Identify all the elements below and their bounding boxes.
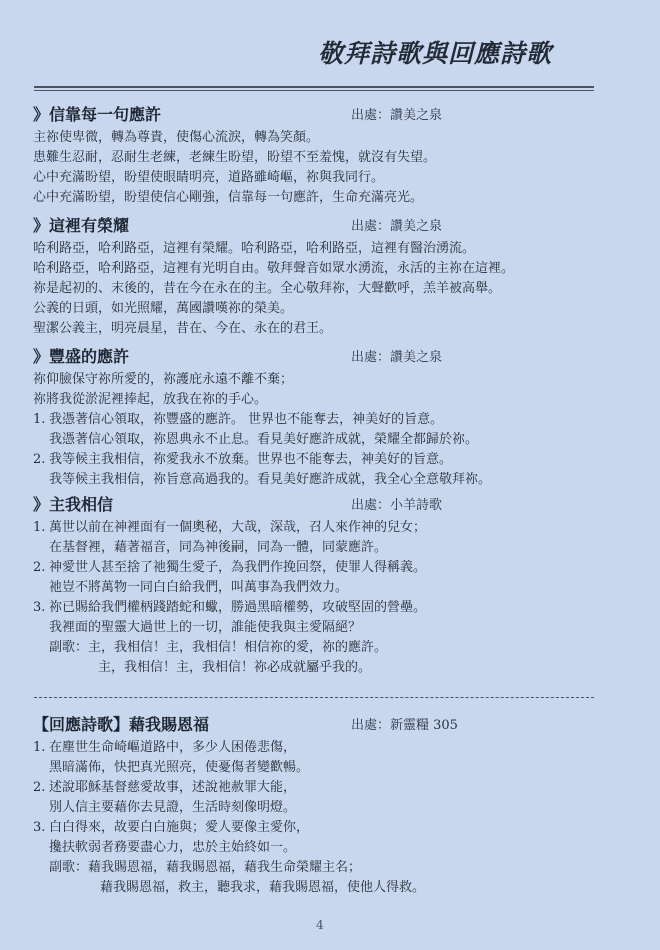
- lyric-text: 述說耶穌基督慈愛故事，述說祂赦罪大能，: [49, 780, 297, 795]
- verse-number: 2.: [33, 780, 46, 795]
- song-title: 》信靠每一句應許: [33, 105, 162, 124]
- song-source: 出處：讚美之泉: [351, 350, 443, 365]
- header-rule-thin: [34, 90, 594, 91]
- song-section-1: [33, 102, 603, 208]
- verse-number: 1.: [33, 412, 46, 427]
- lyric-line: 心中充滿盼望，盼望使信心剛強，信靠每一句應許，生命充滿亮光。: [33, 190, 424, 205]
- chorus-line: 主，我相信！主，我相信！祢必成就屬乎我的。: [98, 660, 372, 675]
- song-title: 【回應詩歌】藉我賜恩福: [33, 715, 210, 734]
- verse-line: [33, 818, 603, 838]
- verse-number: 1.: [33, 520, 46, 535]
- song-source: 出處：讚美之泉: [351, 108, 443, 123]
- verse-number: 2.: [33, 560, 46, 575]
- lyric-line: 祢仰臉保守祢所愛的，祢護庇永遠不離不棄；: [33, 372, 294, 387]
- verse-number: 1.: [33, 740, 46, 755]
- lyric-line: 祢是起初的、末後的，昔在今在永在的主。全心敬拜祢，大聲歡呼，羔羊被高舉。: [33, 281, 502, 296]
- song-section-2: [33, 213, 603, 339]
- verse-number: 3.: [33, 600, 46, 615]
- header-rule: [34, 86, 594, 88]
- lyric-line: 黑暗滿佈，快把真光照亮，使憂傷者變歡暢。: [49, 760, 310, 775]
- lyric-line: 聖潔公義主，明亮晨星，昔在、今在、永在的君王。: [33, 321, 333, 336]
- verse-line: [33, 738, 603, 758]
- section-divider: [34, 697, 594, 698]
- lyric-text: 我等候主我相信，祢愛我永不放棄。世界也不能奪去，神美好的旨意。: [49, 452, 453, 467]
- lyric-line: 哈利路亞，哈利路亞，這裡有光明自由。敬拜聲音如眾水湧流，永活的主祢在這裡。: [33, 261, 515, 276]
- verse-line: [33, 410, 603, 430]
- page-number: 4: [316, 918, 324, 932]
- verse-line: [33, 778, 603, 798]
- lyric-text: 祢已賜給我們權柄踐踏蛇和蠍，勝過黑暗權勢，攻破堅固的營壘。: [49, 600, 427, 615]
- song-source: 出處：新靈糧 305: [351, 718, 458, 733]
- lyric-text: 在塵世生命崎嶇道路中，多少人困倦悲傷，: [49, 740, 297, 755]
- lyric-line: 祂豈不將萬物一同白白給我們，叫萬事為我們效力。: [49, 580, 349, 595]
- lyric-line: 在基督裡，藉著福音，同為神後嗣，同為一體，同蒙應許。: [49, 540, 388, 555]
- verse-line: [33, 450, 603, 470]
- song-section-3: [33, 344, 603, 490]
- song-source: 出處：小羊詩歌: [351, 498, 443, 513]
- song-title: 》主我相信: [33, 495, 114, 514]
- lyric-text: 白白得來，故要白白施與；愛人要像主愛你，: [49, 820, 310, 835]
- song-section-4: [33, 492, 603, 678]
- lyric-line: 別人信主要藉你去見證，生活時刻像明燈。: [49, 800, 297, 815]
- song-title: 》這裡有榮耀: [33, 216, 130, 235]
- chorus-line: 副歌：藉我賜恩福，藉我賜恩福，藉我生命榮耀主名；: [49, 860, 362, 875]
- song-source: 出處：讚美之泉: [351, 219, 443, 234]
- verse-line: [33, 518, 603, 538]
- lyric-text: 我憑著信心領取，祢豐盛的應許。 世界也不能奪去，神美好的旨意。: [49, 412, 444, 427]
- song-title: 》豐盛的應許: [33, 347, 130, 366]
- lyric-line: 公義的日頭，如光照耀，萬國讚嘆祢的榮美。: [33, 301, 294, 316]
- lyric-line: 祢將我從淤泥裡捧起，放我在祢的手心。: [33, 392, 268, 407]
- lyric-line: 我等候主我相信，祢旨意高過我的。看見美好應許成就，我全心全意敬拜祢。: [49, 472, 492, 487]
- page-title: 敬拜詩歌與回應詩歌: [318, 39, 553, 68]
- verse-line: [33, 558, 603, 578]
- lyric-line: 我憑著信心領取，祢恩典永不止息。看見美好應許成就，榮耀全都歸於祢。: [49, 432, 479, 447]
- song-section-5: [33, 712, 603, 898]
- verse-number: 2.: [33, 452, 46, 467]
- lyric-line: 患難生忍耐，忍耐生老練，老練生盼望，盼望不至羞愧，就沒有失望。: [33, 150, 437, 165]
- lyric-line: 攙扶軟弱者務要盡心力，忠於主始終如一。: [49, 840, 297, 855]
- lyric-line: 心中充滿盼望，盼望使眼睛明亮，道路雖崎嶇，祢與我同行。: [33, 170, 385, 185]
- lyric-line: 哈利路亞，哈利路亞，這裡有榮耀。哈利路亞，哈利路亞，這裡有醫治湧流。: [33, 241, 476, 256]
- chorus-line: 副歌：主，我相信！主，我相信！相信祢的愛，祢的應許。: [49, 640, 388, 655]
- verse-line: [33, 598, 603, 618]
- lyric-text: 神愛世人甚至捨了祂獨生愛子，為我們作挽回祭，使罪人得稱義。: [49, 560, 427, 575]
- lyric-line: 我裡面的聖靈大過世上的一切，誰能使我與主愛隔絕？: [49, 620, 362, 635]
- lyric-line: 主祢使卑微，轉為尊貴，使傷心流淚，轉為笑顏。: [33, 130, 320, 145]
- verse-number: 3.: [33, 820, 46, 835]
- chorus-line: 藉我賜恩福，救主，聽我求，藉我賜恩福，使他人得救。: [100, 880, 426, 895]
- lyric-text: 萬世以前在神裡面有一個奧秘，大哉，深哉，召人來作神的兒女；: [49, 520, 427, 535]
